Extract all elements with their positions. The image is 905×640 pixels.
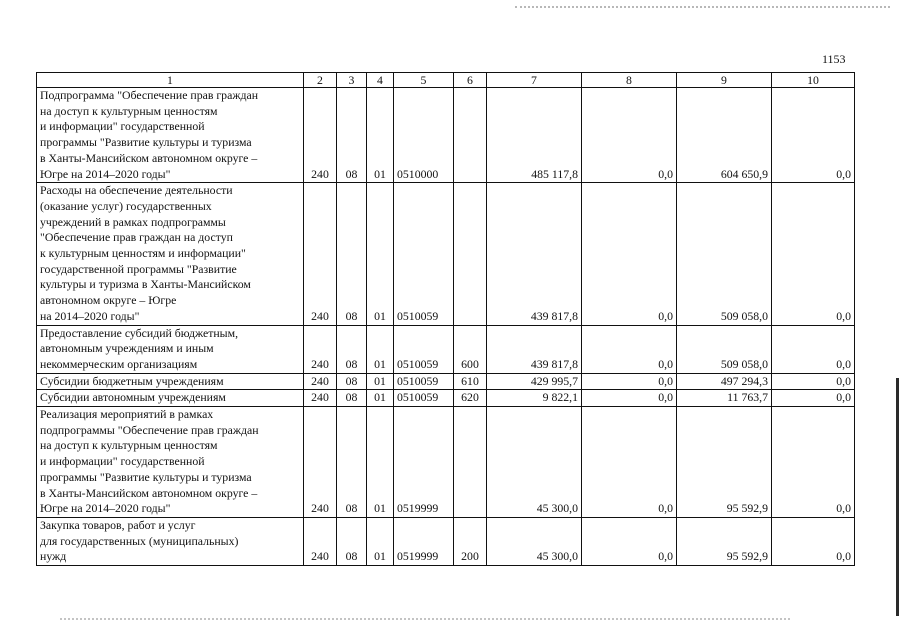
cell-target-article: 0510059 [394, 325, 454, 373]
cell-target-article: 0510000 [394, 88, 454, 183]
cell-amount-col10: 0,0 [772, 407, 855, 518]
cell-target-article: 0510059 [394, 373, 454, 390]
table-row [37, 183, 855, 325]
column-header: 6 [454, 73, 487, 88]
cell-subsection-code: 01 [367, 183, 394, 325]
cell-amount-col10: 0,0 [772, 183, 855, 325]
cell-amount-col7: 45 300,0 [487, 407, 582, 518]
table-row [37, 407, 855, 518]
cell-section-code: 08 [337, 407, 367, 518]
cell-target-article: 0510059 [394, 390, 454, 407]
column-header: 3 [337, 73, 367, 88]
cell-section-code: 08 [337, 517, 367, 565]
cell-amount-col8: 0,0 [582, 325, 677, 373]
cell-amount-col7: 45 300,0 [487, 517, 582, 565]
cell-amount-col10: 0,0 [772, 373, 855, 390]
cell-amount-col9: 604 650,9 [677, 88, 772, 183]
cell-expense-type [454, 88, 487, 183]
row-name: Субсидии автономным учреждениям [37, 390, 304, 407]
row-name: Предоставление субсидий бюджетным, автономным учреждениям и иным некоммерческим организациям [37, 325, 304, 373]
cell-target-article: 0519999 [394, 517, 454, 565]
column-header: 2 [304, 73, 337, 88]
column-header: 10 [772, 73, 855, 88]
cell-target-article: 0519999 [394, 407, 454, 518]
cell-amount-col9: 95 592,9 [677, 407, 772, 518]
cell-section-code: 08 [337, 325, 367, 373]
cell-subsection-code: 01 [367, 517, 394, 565]
budget-table [36, 72, 855, 566]
cell-ministry-code: 240 [304, 390, 337, 407]
column-header: 4 [367, 73, 394, 88]
column-header: 7 [487, 73, 582, 88]
row-name: Субсидии бюджетным учреждениям [37, 373, 304, 390]
cell-subsection-code: 01 [367, 325, 394, 373]
table-header-row [37, 73, 855, 88]
table-row [37, 390, 855, 407]
cell-section-code: 08 [337, 183, 367, 325]
cell-amount-col10: 0,0 [772, 390, 855, 407]
row-name: Подпрограмма "Обеспечение прав граждан на доступ к культурным ценностям и информации" государственной программы "Развитие культуры и туризма в Ханты-Мансийском автономном округе – Югре на 2014–2020 годы" [37, 88, 304, 183]
cell-amount-col9: 11 763,7 [677, 390, 772, 407]
cell-expense-type: 620 [454, 390, 487, 407]
scan-artifact-bottom [60, 618, 790, 620]
cell-subsection-code: 01 [367, 88, 394, 183]
cell-amount-col7: 485 117,8 [487, 88, 582, 183]
cell-amount-col9: 95 592,9 [677, 517, 772, 565]
cell-amount-col10: 0,0 [772, 517, 855, 565]
cell-amount-col8: 0,0 [582, 407, 677, 518]
cell-ministry-code: 240 [304, 88, 337, 183]
cell-amount-col9: 509 058,0 [677, 325, 772, 373]
cell-amount-col9: 497 294,3 [677, 373, 772, 390]
cell-amount-col9: 509 058,0 [677, 183, 772, 325]
cell-expense-type [454, 407, 487, 518]
cell-amount-col8: 0,0 [582, 390, 677, 407]
cell-amount-col7: 439 817,8 [487, 183, 582, 325]
cell-ministry-code: 240 [304, 183, 337, 325]
table-row [37, 88, 855, 183]
cell-ministry-code: 240 [304, 325, 337, 373]
table-row [37, 325, 855, 373]
cell-ministry-code: 240 [304, 407, 337, 518]
row-name: Реализация мероприятий в рамках подпрограммы "Обеспечение прав граждан на доступ к культурным ценностям и информации" государственной программы "Развитие культуры и туризма в Ханты-Мансийском автономном округе – Югре на 2014–2020 годы" [37, 407, 304, 518]
cell-section-code: 08 [337, 88, 367, 183]
row-name: Расходы на обеспечение деятельности (оказание услуг) государственных учреждений в рамках подпрограммы "Обеспечение прав граждан на доступ к культурным ценностям и информации" государственной программы "Развитие культуры и туризма в Ханты-Мансийском автономном округе – Югре на 2014–2020 годы" [37, 183, 304, 325]
cell-subsection-code: 01 [367, 373, 394, 390]
table-row [37, 517, 855, 565]
column-header: 8 [582, 73, 677, 88]
scan-artifact-top [515, 6, 890, 8]
cell-amount-col10: 0,0 [772, 88, 855, 183]
cell-subsection-code: 01 [367, 407, 394, 518]
cell-subsection-code: 01 [367, 390, 394, 407]
cell-target-article: 0510059 [394, 183, 454, 325]
cell-amount-col8: 0,0 [582, 183, 677, 325]
scan-artifact-edge [896, 378, 899, 616]
page-number: 1153 [822, 52, 846, 66]
table-row [37, 373, 855, 390]
column-header: 1 [37, 73, 304, 88]
cell-amount-col10: 0,0 [772, 325, 855, 373]
column-header: 5 [394, 73, 454, 88]
cell-amount-col8: 0,0 [582, 88, 677, 183]
cell-expense-type: 610 [454, 373, 487, 390]
cell-amount-col8: 0,0 [582, 373, 677, 390]
cell-section-code: 08 [337, 373, 367, 390]
cell-amount-col8: 0,0 [582, 517, 677, 565]
cell-expense-type [454, 183, 487, 325]
cell-ministry-code: 240 [304, 517, 337, 565]
cell-amount-col7: 429 995,7 [487, 373, 582, 390]
cell-expense-type: 600 [454, 325, 487, 373]
column-header: 9 [677, 73, 772, 88]
cell-section-code: 08 [337, 390, 367, 407]
row-name: Закупка товаров, работ и услуг для государственных (муниципальных) нужд [37, 517, 304, 565]
cell-amount-col7: 439 817,8 [487, 325, 582, 373]
cell-ministry-code: 240 [304, 373, 337, 390]
cell-expense-type: 200 [454, 517, 487, 565]
cell-amount-col7: 9 822,1 [487, 390, 582, 407]
